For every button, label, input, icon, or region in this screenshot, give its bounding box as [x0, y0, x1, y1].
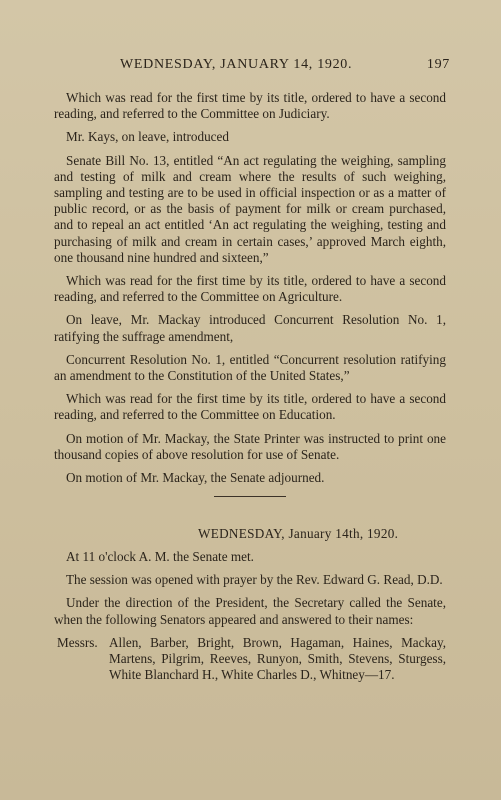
paragraph: On motion of Mr. Mackay, the State Printer was instructed to print one thousand copies of above resolution for use of Senate. — [54, 430, 446, 462]
paragraph: The session was opened with prayer by the Rev. Edward G. Read, D.D. — [66, 572, 443, 588]
roll-call — [54, 635, 446, 684]
session-dateline: WEDNESDAY, January 14th, 1920. — [198, 526, 399, 541]
session-section — [54, 526, 446, 683]
paragraph: On motion of Mr. Mackay, the Senate adjourned. — [66, 470, 325, 486]
paragraph: Under the direction of the President, the Secretary called the Senate, when the following Senators appeared and answered to their names: — [54, 595, 446, 627]
paragraph: Concurrent Resolution No. 1, entitled “Concurrent resolution ratifying an amendment to the Constitution of the United States,” — [54, 351, 446, 384]
running-title: WEDNESDAY, JANUARY 14, 1920. — [120, 57, 353, 72]
roll-call-names: Allen, Barber, Bright, Brown, Hagaman, Haines, Mackay, Martens, Pilgrim, Reeves, Runyon, Smith, Stevens, Sturgess, White Blanchard H., White Charles D., Whitney—17. — [109, 634, 446, 683]
paragraph: Senate Bill No. 13, entitled “An act regulating the weighing, sampling and testing of milk and cream where the results of such weighing, sampling and testing are to be used in official inspection or as a matter of public record, or as the basis of payment for milk or cream purchased, and to repeal an act entitled ‘An act regulating the weighing, testing and purchasing of milk and cream in certain cases,’ approved March eighth, one thousand nine hundred and sixteen,” — [54, 152, 446, 265]
paragraph: Which was read for the first time by its title, ordered to have a second reading, and referred to the Committee on Agriculture. — [54, 273, 446, 305]
roll-call-lead: Messrs. — [57, 634, 98, 650]
paragraph: Which was read for the first time by its title, ordered to have a second reading, and referred to the Committee on Education. — [54, 391, 446, 423]
paragraph: Which was read for the first time by its title, ordered to have a second reading, and referred to the Committee on Judiciary. — [54, 90, 446, 122]
paragraph: At 11 o'clock A. M. the Senate met. — [66, 549, 254, 564]
section-divider — [214, 496, 286, 497]
page-number: 197 — [426, 57, 450, 72]
top-section — [54, 90, 446, 493]
paragraph: On leave, Mr. Mackay introduced Concurrent Resolution No. 1, ratifying the suffrage amendment, — [54, 312, 446, 344]
paragraph: Mr. Kays, on leave, introduced — [66, 129, 229, 145]
